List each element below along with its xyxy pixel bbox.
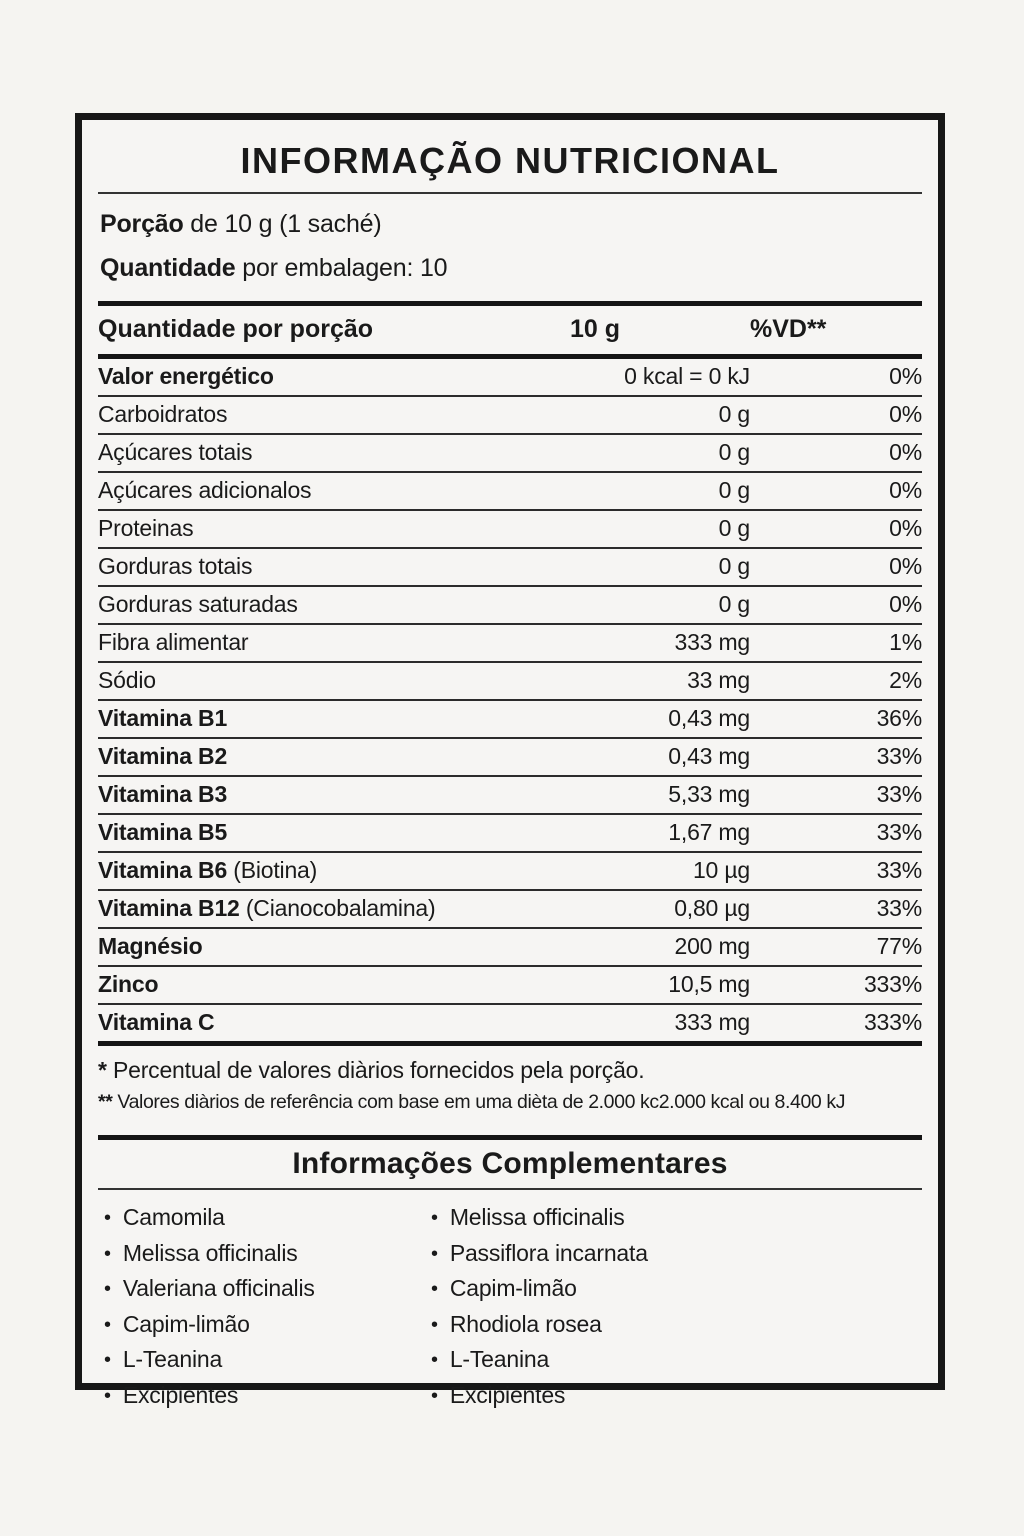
nutrient-amount: 0,80 µg xyxy=(570,890,750,928)
complementary-title: Informações Complementares xyxy=(292,1147,728,1180)
nutrient-amount: 0 g xyxy=(570,396,750,434)
footnote-2-text: Valores diàrios de referência com base em uma dièta de 2.000 kc2.000 kcal ou 8.400 kJ xyxy=(112,1091,846,1113)
nutrient-row xyxy=(98,357,922,397)
nutrient-row xyxy=(98,814,922,852)
nutrient-dv: 0% xyxy=(750,396,922,434)
bullet-icon: • xyxy=(431,1384,438,1407)
nutrient-row xyxy=(98,966,922,1004)
nutrient-name: Carboidratos xyxy=(98,396,570,434)
nutrient-amount: 0 g xyxy=(570,548,750,586)
complementary-item-label: L-Teanina xyxy=(122,1346,223,1372)
nutrient-amount: 10 µg xyxy=(570,852,750,890)
bullet-icon: • xyxy=(431,1278,438,1300)
nutrient-row xyxy=(98,738,922,776)
nutrient-dv: 333% xyxy=(750,966,922,1004)
nutrient-dv: 0% xyxy=(750,586,922,624)
complementary-item xyxy=(104,1275,431,1302)
complementary-item-label: Passiflora incarnata xyxy=(449,1239,648,1266)
nutrient-row xyxy=(98,548,922,586)
nutrient-name: Vitamina B2 xyxy=(98,738,570,776)
comp-list-left xyxy=(104,1204,431,1417)
bullet-icon: • xyxy=(431,1313,438,1336)
nutrient-table-body xyxy=(98,357,922,1042)
nutrient-amount: 0 g xyxy=(570,586,750,624)
nutrient-amount: 33 mg xyxy=(570,662,750,700)
complementary-item xyxy=(104,1311,431,1338)
nutrient-dv: 0% xyxy=(750,548,922,586)
bullet-icon: • xyxy=(431,1349,438,1371)
nutrient-name: Açúcares adicionalos xyxy=(98,472,570,510)
complementary-item-label: Melissa officinalis xyxy=(122,1239,298,1266)
nutrient-dv: 0% xyxy=(750,434,922,472)
nutrient-amount: 0,43 mg xyxy=(570,700,750,738)
nutrient-name: Magnésio xyxy=(98,928,570,966)
complementary-item xyxy=(431,1240,922,1267)
nutrient-row xyxy=(98,586,922,624)
nutrient-name: Açúcares totais xyxy=(98,434,570,472)
serving-size-line xyxy=(100,210,922,239)
complementary-title-divider xyxy=(98,1188,922,1190)
complementary-item-label: L-Teanina xyxy=(449,1346,550,1372)
nutrient-dv: 33% xyxy=(750,852,922,890)
bullet-icon: • xyxy=(104,1384,111,1407)
complementary-lists xyxy=(98,1204,922,1417)
nutrient-dv: 33% xyxy=(750,814,922,852)
nutrient-name: Sódio xyxy=(98,662,570,700)
serving-size-value: de 10 g (1 saché) xyxy=(183,210,382,238)
nutrient-row xyxy=(98,434,922,472)
package-quantity-value: por embalagen: 10 xyxy=(235,254,448,282)
bullet-icon: • xyxy=(431,1207,438,1229)
complementary-item xyxy=(104,1346,431,1373)
nutrient-row xyxy=(98,624,922,662)
title-divider xyxy=(98,192,922,194)
complementary-item xyxy=(431,1382,922,1409)
header-amount: 10 g xyxy=(570,306,750,357)
label-title: INFORMAÇÃO NUTRICIONAL xyxy=(240,140,780,181)
nutrient-dv: 2% xyxy=(750,662,922,700)
nutrient-name: Vitamina B1 xyxy=(98,700,570,738)
nutrient-name-suffix: (Biotina) xyxy=(227,857,318,883)
bullet-icon: • xyxy=(431,1242,438,1265)
nutrient-name: Zinco xyxy=(98,966,570,1004)
nutrient-amount: 0 g xyxy=(570,472,750,510)
footnote-1-marker: * xyxy=(98,1057,107,1083)
nutrient-dv: 0% xyxy=(750,357,922,397)
bullet-icon: • xyxy=(104,1278,111,1300)
nutrition-table xyxy=(98,306,922,1041)
nutrient-amount: 0 kcal = 0 kJ xyxy=(570,357,750,397)
nutrient-dv: 33% xyxy=(750,890,922,928)
complementary-item-label: Melissa officinalis xyxy=(449,1204,625,1230)
nutrient-row xyxy=(98,510,922,548)
nutrient-name-suffix: (Cianocobalamina) xyxy=(239,895,436,921)
nutrient-dv: 0% xyxy=(750,472,922,510)
nutrition-table-header xyxy=(98,306,922,357)
complementary-item-label: Excipientes xyxy=(122,1381,239,1408)
footnote-1-text: Percentual de valores diàrios fornecidos pela porção. xyxy=(106,1057,645,1083)
nutrient-row xyxy=(98,1004,922,1041)
nutrient-dv: 33% xyxy=(750,776,922,814)
nutrient-dv: 77% xyxy=(750,928,922,966)
package-quantity-line xyxy=(100,254,922,283)
complementary-item-label: Valeriana officinalis xyxy=(122,1275,315,1301)
nutrient-amount: 10,5 mg xyxy=(570,966,750,1004)
package-quantity-label: Quantidade xyxy=(100,254,236,282)
nutrient-amount: 0 g xyxy=(570,510,750,548)
nutrient-name: Proteinas xyxy=(98,510,570,548)
complementary-item xyxy=(431,1275,922,1302)
nutrient-dv: 1% xyxy=(750,624,922,662)
nutrient-row xyxy=(98,890,922,928)
header-quantity-bold: Quantidade xyxy=(98,315,236,343)
nutrient-amount: 1,67 mg xyxy=(570,814,750,852)
complementary-item xyxy=(431,1346,922,1373)
footnote-reference-diet xyxy=(98,1091,922,1114)
header-quantity-per-serving xyxy=(98,306,570,357)
complementary-item-label: Excipientes xyxy=(449,1381,566,1408)
nutrient-dv: 333% xyxy=(863,1009,922,1035)
bullet-icon: • xyxy=(104,1242,111,1265)
complementary-item xyxy=(431,1204,922,1231)
nutrient-name: Gorduras saturadas xyxy=(98,586,570,624)
nutrient-row xyxy=(98,776,922,814)
footnote-daily-value xyxy=(98,1057,922,1084)
nutrient-row xyxy=(98,700,922,738)
serving-size-label: Porção xyxy=(100,210,184,238)
comp-list-right xyxy=(431,1204,922,1417)
nutrient-name: Vitamina B12 (Cianocobalamina) xyxy=(98,890,570,928)
nutrient-amount: 0 g xyxy=(570,434,750,472)
header-row xyxy=(98,306,922,357)
complementary-item-label: Capim-limão xyxy=(122,1310,250,1337)
complementary-item-label: Capim-limão xyxy=(449,1275,577,1301)
nutrient-name: Vitamina C xyxy=(98,1009,215,1035)
nutrient-dv: 33% xyxy=(750,738,922,776)
nutrient-row xyxy=(98,472,922,510)
nutrient-name: Fibra alimentar xyxy=(98,624,570,662)
nutrient-row xyxy=(98,852,922,890)
complementary-item xyxy=(431,1311,922,1338)
nutrition-label-panel xyxy=(75,113,945,1408)
complementary-item xyxy=(104,1382,431,1409)
bullet-icon: • xyxy=(104,1349,111,1371)
complementary-item xyxy=(104,1204,431,1231)
complementary-item-label: Rhodiola rosea xyxy=(449,1310,602,1337)
nutrient-amount: 5,33 mg xyxy=(570,776,750,814)
nutrient-amount: 200 mg xyxy=(570,928,750,966)
table-bottom-divider xyxy=(98,1041,922,1046)
nutrient-amount: 333 mg xyxy=(570,624,750,662)
nutrient-amount: 0,43 mg xyxy=(570,738,750,776)
nutrient-name: Vitamina B5 xyxy=(98,814,570,852)
footnote-2-marker: ** xyxy=(98,1091,113,1113)
complementary-item-label: Camomila xyxy=(122,1204,225,1230)
nutrient-name: Vitamina B3 xyxy=(98,776,570,814)
nutrient-row xyxy=(98,396,922,434)
nutrient-row xyxy=(98,928,922,966)
nutrient-dv: 36% xyxy=(750,700,922,738)
nutrient-name: Gorduras totais xyxy=(98,548,570,586)
nutrient-amount: 333 mg xyxy=(674,1009,750,1035)
nutrient-row xyxy=(98,662,922,700)
nutrient-dv: 0% xyxy=(750,510,922,548)
complementary-item xyxy=(104,1240,431,1267)
bullet-icon: • xyxy=(104,1313,111,1336)
header-dv: %VD** xyxy=(750,306,922,357)
nutrient-name: Valor energético xyxy=(98,357,570,397)
header-quantity-rest: por porção xyxy=(235,315,374,343)
nutrient-name: Vitamina B6 (Biotina) xyxy=(98,852,570,890)
bullet-icon: • xyxy=(104,1207,111,1229)
complementary-top-divider xyxy=(98,1135,922,1140)
